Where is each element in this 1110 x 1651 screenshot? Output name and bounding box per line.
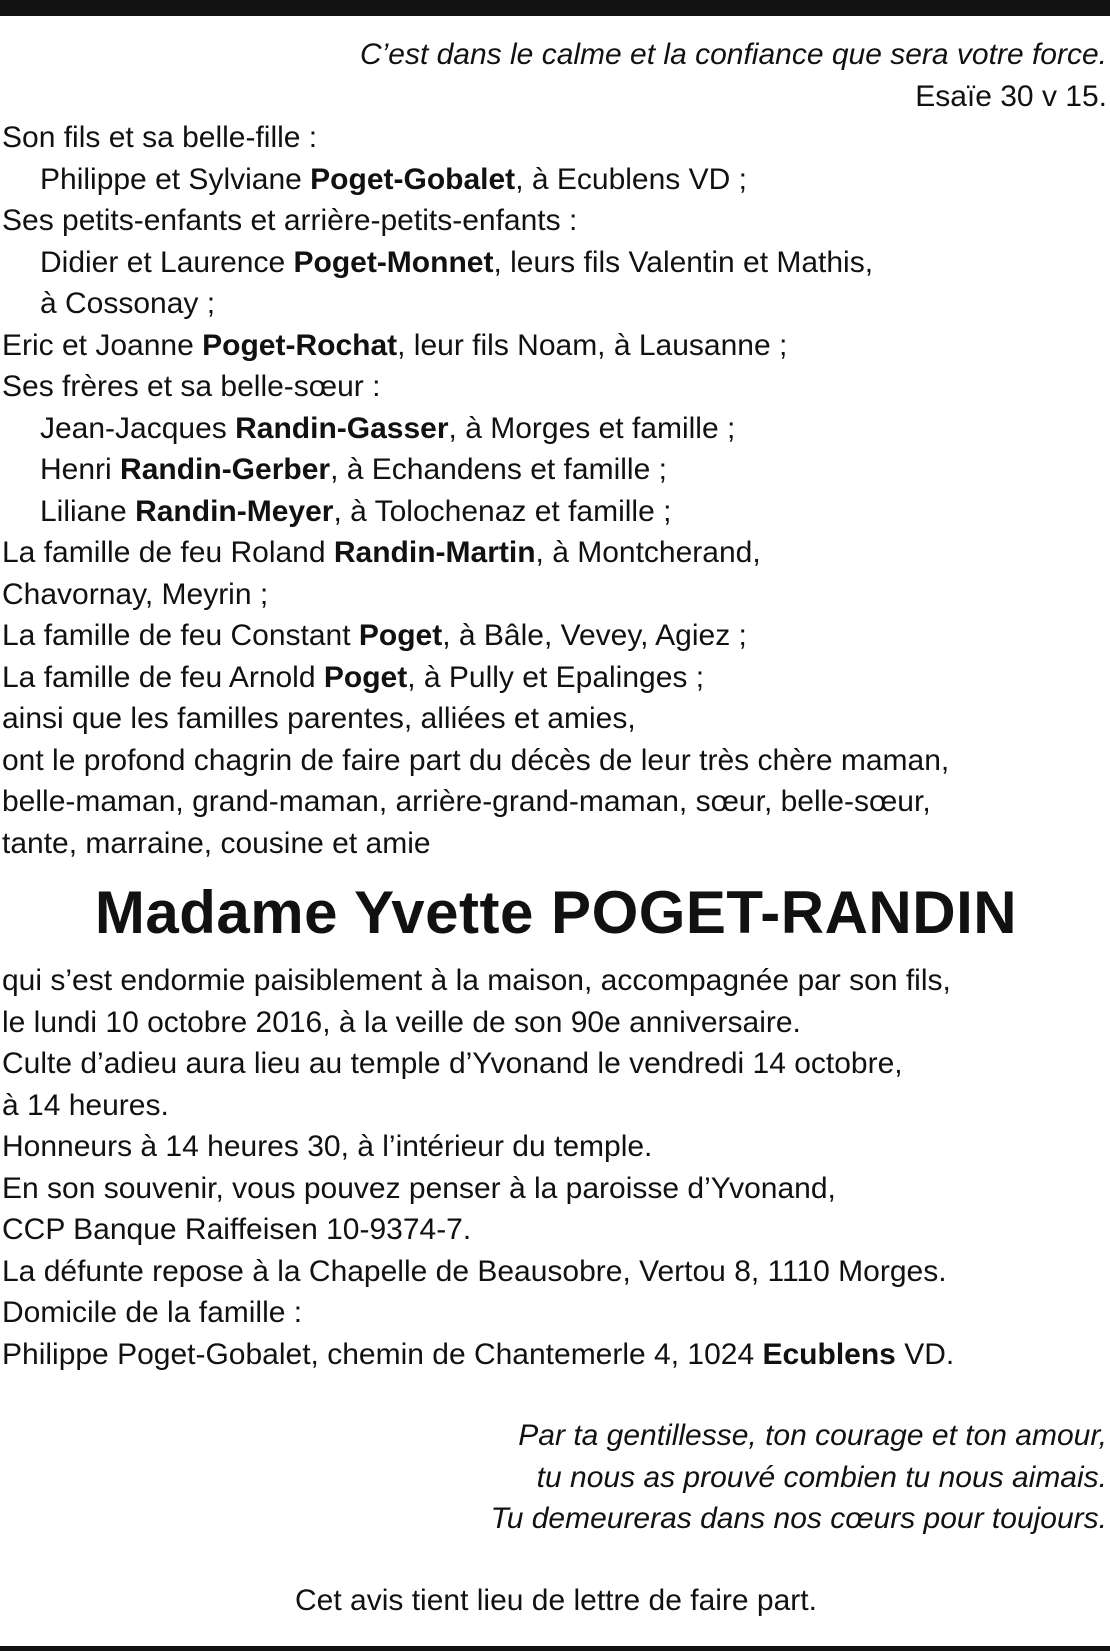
deceased-name: Madame Yvette POGET-RANDIN (94, 879, 1018, 946)
entry-surname: Randin-Gerber (120, 453, 331, 486)
poem (2, 1415, 1110, 1540)
details-line: CCP Banque Raiffeisen 10-9374-7. (2, 1213, 472, 1246)
grandchildren-heading: Ses petits-enfants et arrière-petits-enfants : (2, 204, 578, 237)
extended-family-entry (2, 657, 1110, 699)
sibling-entry (2, 491, 1110, 533)
family-address (2, 1334, 1110, 1376)
entry-prefix: La famille de feu Roland (2, 536, 334, 569)
entry-surname: Randin-Martin (333, 536, 536, 569)
entry-surname: Randin-Meyer (135, 494, 334, 528)
siblings-heading: Ses frères et sa belle-sœur : (2, 370, 381, 403)
entry-suffix: , à Bâle, Vevey, Agiez ; (442, 619, 747, 652)
entry-prefix: Henri (40, 453, 121, 486)
entry-surname: Poget-Gobalet (310, 162, 516, 196)
entry-prefix: Jean-Jacques (40, 411, 236, 445)
announcement-line: ont le profond chagrin de faire part du décès de leur très chère maman, (2, 743, 950, 777)
entry-surname: Poget (323, 660, 408, 694)
entry-suffix: , à Tolochenaz et famille ; (333, 494, 672, 528)
relatives-line: ainsi que les familles parentes, alliées et amies, (2, 702, 636, 735)
grandchild-entry-continued: à Cossonay ; (40, 287, 216, 320)
details-line: Honneurs à 14 heures 30, à l’intérieur du temple. (2, 1130, 653, 1163)
entry-prefix: La famille de feu Arnold (2, 660, 324, 694)
extended-family-entry (2, 615, 1110, 657)
entry-surname: Poget-Monnet (293, 245, 494, 279)
sibling-entry (2, 449, 1110, 491)
details-line: Domicile de la famille : (2, 1296, 303, 1329)
epigraph-reference: Esaïe 30 v 15. (915, 79, 1107, 113)
entry-prefix: Philippe et Sylviane (40, 162, 311, 196)
details-line: La défunte repose à la Chapelle de Beausobre, Vertou 8, 1110 Morges. (2, 1254, 947, 1288)
entry-suffix: , à Morges et famille ; (448, 411, 736, 445)
entry-suffix: , à Montcherand, (535, 536, 761, 569)
grandchild-entry (2, 325, 1110, 367)
epigraph (2, 34, 1110, 117)
poem-line: Tu demeureras dans nos cœurs pour toujours. (490, 1502, 1107, 1535)
entry-suffix: , à Echandens et famille ; (330, 453, 667, 486)
entry-prefix: La famille de feu Constant (2, 619, 359, 652)
bottom-rule (0, 1646, 1110, 1651)
details-line: le lundi 10 octobre 2016, à la veille de son 90e anniversaire. (2, 1005, 801, 1039)
entry-surname: Poget (358, 619, 443, 652)
grandchild-entry (2, 242, 1110, 284)
sibling-entry (2, 408, 1110, 450)
entry-surname: Randin-Gasser (235, 411, 449, 445)
extended-family-entry-continued: Chavornay, Meyrin ; (2, 577, 269, 611)
son-entry (2, 159, 1110, 201)
entry-suffix: , leur fils Noam, à Lausanne ; (397, 328, 788, 362)
entry-suffix: , leurs fils Valentin et Mathis, (493, 245, 874, 279)
entry-suffix: , à Ecublens VD ; (515, 162, 747, 196)
son-heading: Son fils et sa belle-fille : (2, 121, 318, 154)
poem-line: tu nous as prouvé combien tu nous aimais. (536, 1460, 1107, 1494)
entry-prefix: Eric et Joanne (2, 328, 203, 362)
service-details (2, 960, 1110, 1375)
top-rule (0, 0, 1110, 16)
entry-suffix: , à Pully et Epalinges ; (407, 660, 705, 694)
announcement-line: tante, marraine, cousine et amie (2, 826, 431, 860)
poem-line: Par ta gentillesse, ton courage et ton amour, (518, 1419, 1107, 1452)
entry-surname: Poget-Rochat (202, 328, 398, 362)
obituary-notice (2, 34, 1110, 1621)
details-line: à 14 heures. (2, 1088, 169, 1122)
details-line: Culte d’adieu aura lieu au temple d’Yvonand le vendredi 14 octobre, (2, 1047, 903, 1080)
closing-note: Cet avis tient lieu de lettre de faire part. (295, 1583, 817, 1617)
announcement-line: belle-maman, grand-maman, arrière-grand-maman, sœur, belle-sœur, (2, 785, 931, 818)
details-line: En son souvenir, vous pouvez penser à la paroisse d’Yvonand, (2, 1171, 836, 1205)
address-prefix: Philippe Poget-Gobalet, chemin de Chantemerle 4, 1024 (2, 1337, 763, 1371)
entry-prefix: Liliane (40, 494, 136, 528)
entry-prefix: Didier et Laurence (40, 245, 294, 279)
address-city: Ecublens (762, 1337, 896, 1371)
family-list (2, 117, 1110, 864)
epigraph-quote: C’est dans le calme et la confiance que sera votre force. (359, 38, 1107, 71)
address-suffix: VD. (895, 1337, 955, 1371)
extended-family-entry (2, 532, 1110, 574)
details-line: qui s’est endormie paisiblement à la maison, accompagnée par son fils, (2, 964, 951, 997)
